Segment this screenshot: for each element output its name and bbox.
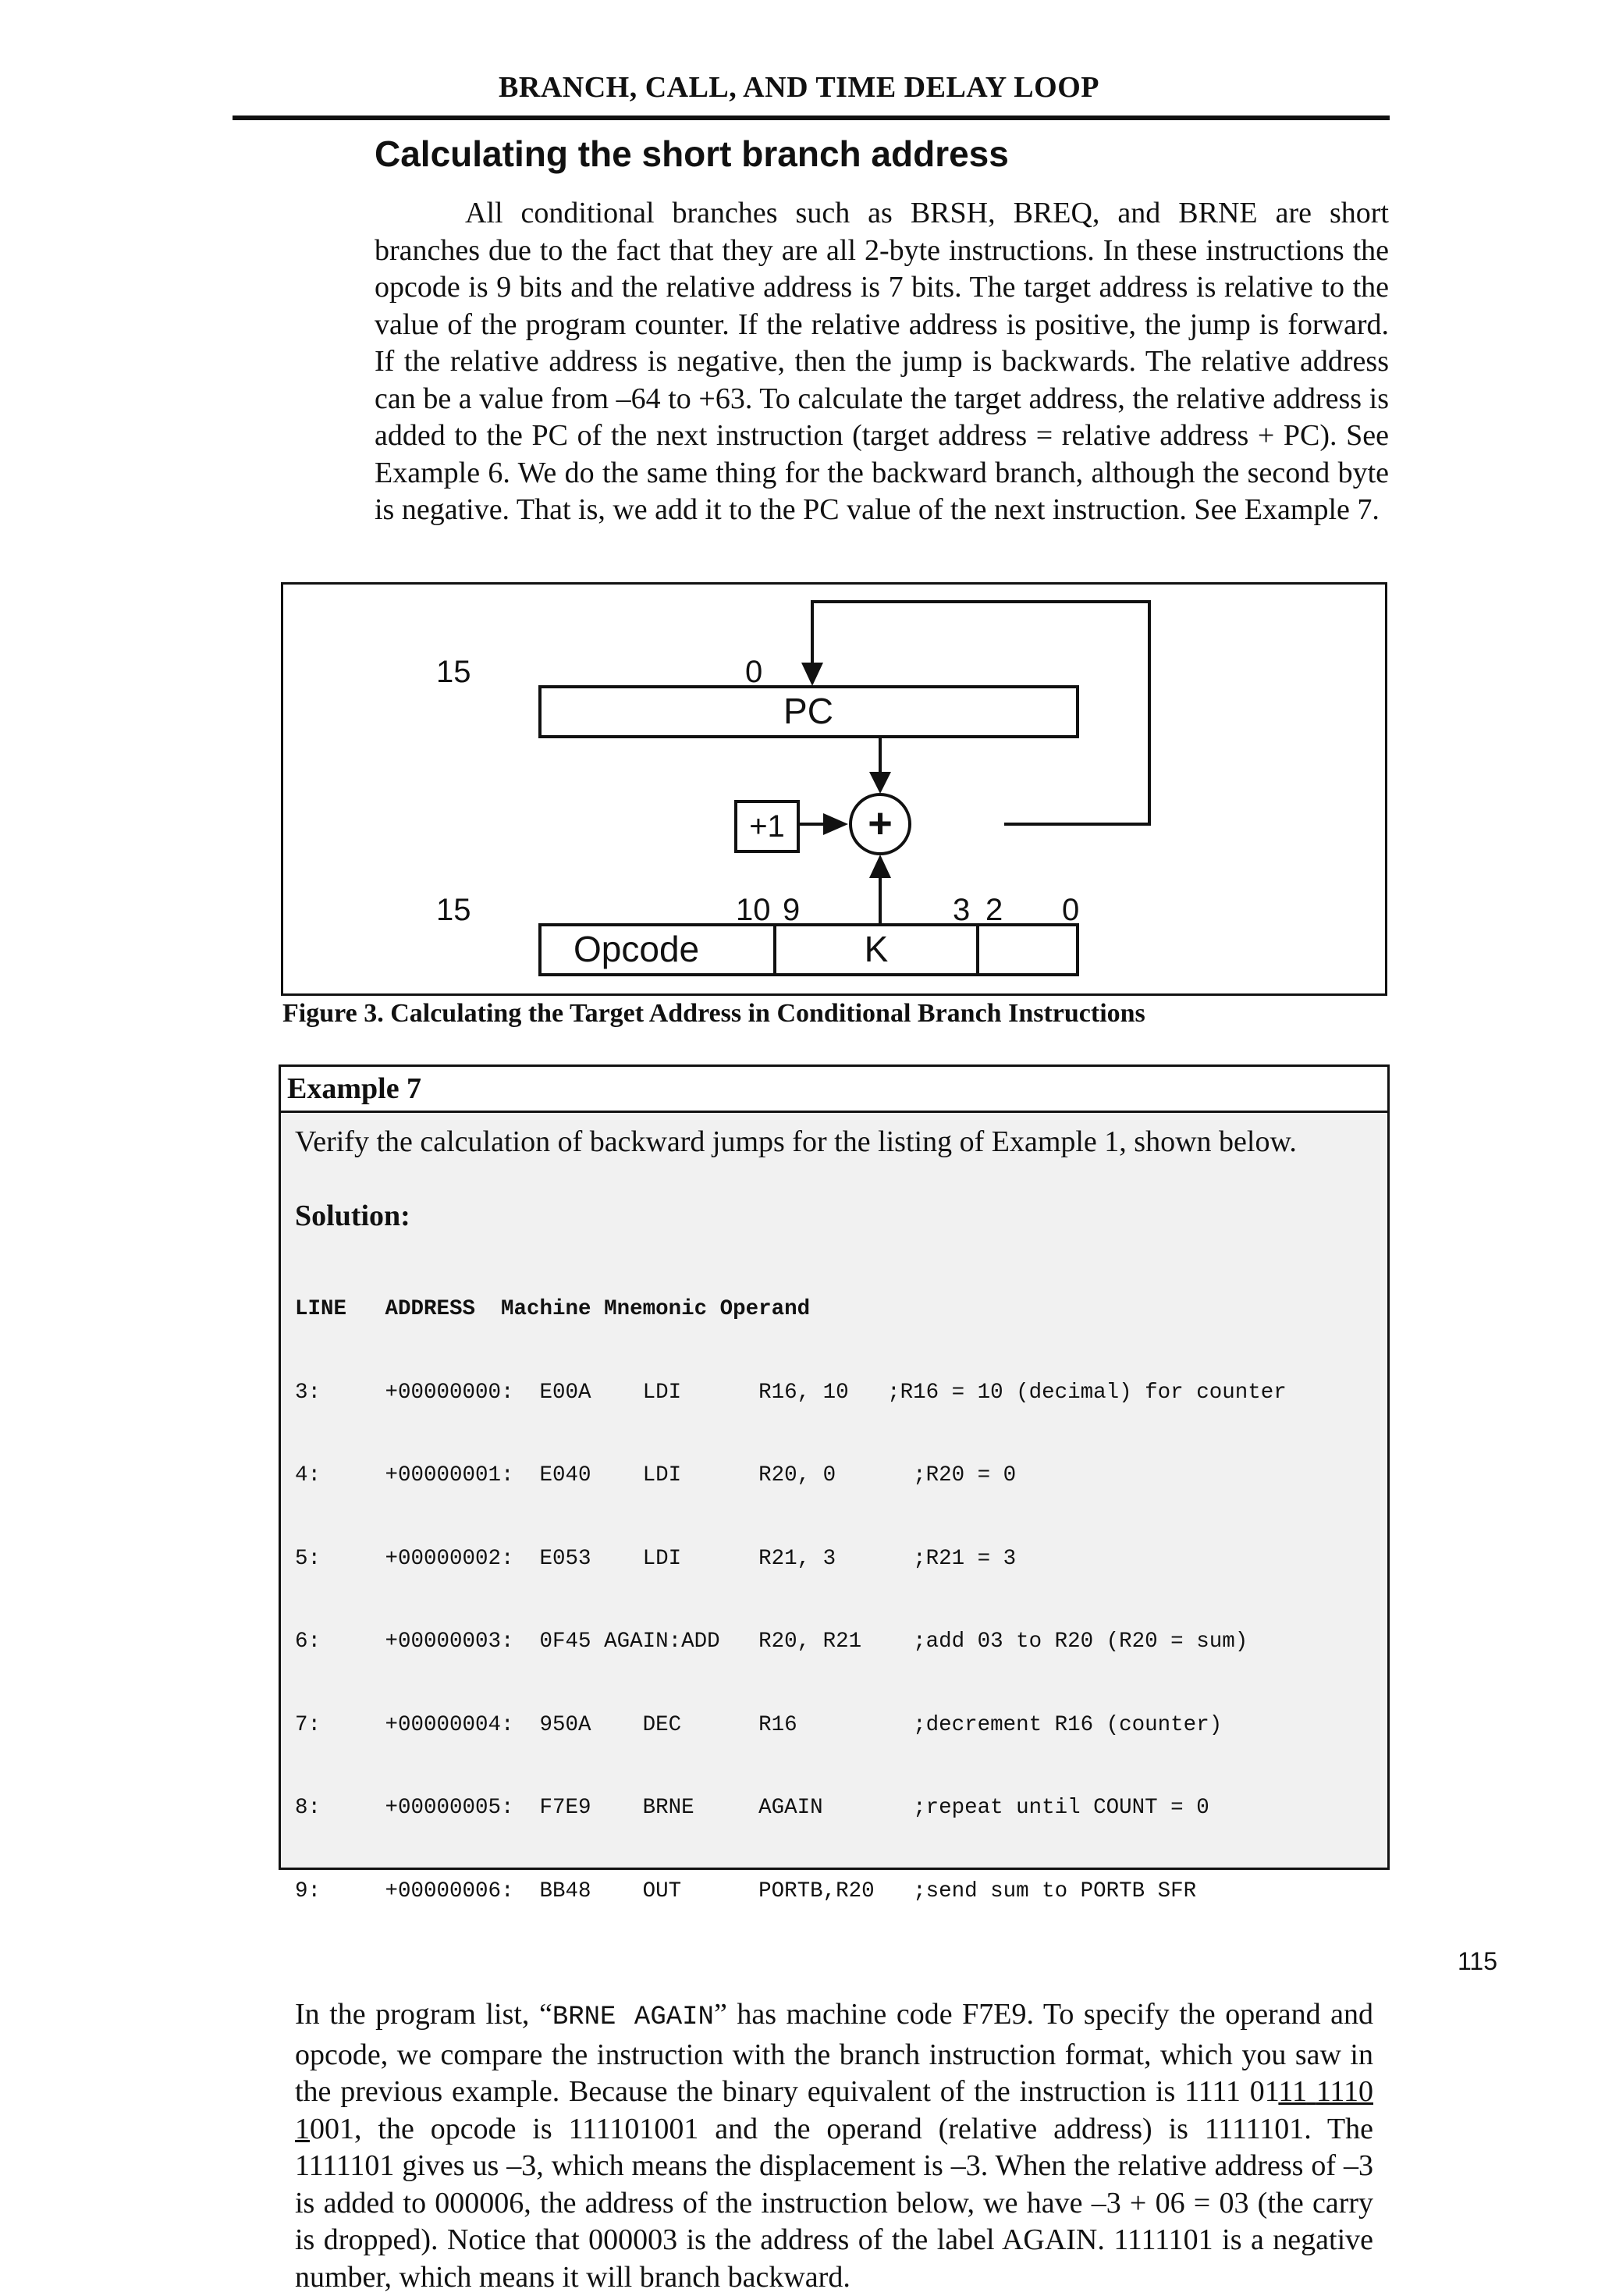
inline-code: BRNE AGAIN xyxy=(552,2003,714,2032)
pc-bit-high-label: 15 xyxy=(436,655,471,689)
example-question: Verify the calculation of backward jumps for the listing of Example 1, shown below. xyxy=(295,1125,1297,1158)
opcode-label: Opcode xyxy=(574,929,700,969)
code-header: LINE ADDRESS Machine Mnemonic Operand xyxy=(295,1297,811,1321)
code-line: 3: +00000000: E00A LDI R16, 10 ;R16 = 10 (decimal) for counter xyxy=(295,1380,1287,1405)
underlined-bits: 1 xyxy=(295,2112,310,2145)
k-label: K xyxy=(864,929,889,969)
code-line: 7: +00000004: 950A DEC R16 ;decrement R16 (counter) xyxy=(295,1712,1223,1737)
example-box xyxy=(279,1064,1390,2294)
underlined-space xyxy=(1307,2075,1316,2108)
solution-label: Solution: xyxy=(295,1200,410,1232)
code-line: 6: +00000003: 0F45 AGAIN:ADD R20, R21 ;add 03 to R20 (R20 = sum) xyxy=(295,1630,1248,1654)
explanation-text: 001, the opcode is 111101001 and the operand (relative address) is 1111101. The 1111101 gives us –3, which means the displacement is –3. When the relative address of –3 is added to 000006, the address of the instruction below, we have –3 + 06 = 03 (the carry is dropped). Notice that 000003 is the address of the label AGAIN. 1111101 is a negative number, which means it will branch backward. xyxy=(295,2112,1373,2294)
branch-address-diagram xyxy=(283,585,1385,993)
underlined-bits: 11 xyxy=(1278,2075,1307,2108)
feedback-path xyxy=(812,602,1149,824)
explanation-text: In the program list, “ xyxy=(295,1998,552,2031)
instr-bit-0-label: 0 xyxy=(1062,893,1080,927)
instr-bit-2-label: 2 xyxy=(985,893,1003,927)
instr-bit-3-label: 3 xyxy=(953,893,971,927)
underlined-bits: 1110 xyxy=(1316,2075,1374,2108)
pc-to-adder-arrow xyxy=(869,772,891,794)
code-line: 4: +00000001: E040 LDI R20, 0 ;R20 = 0 xyxy=(295,1463,1017,1487)
instr-bit-9-label: 9 xyxy=(783,893,801,927)
k-to-adder-arrow xyxy=(869,855,891,878)
page-number: 115 xyxy=(1458,1947,1498,1975)
figure-box xyxy=(281,582,1387,996)
increment-label: +1 xyxy=(749,809,785,844)
explanation-paragraph xyxy=(295,1996,1373,2296)
header-rule xyxy=(233,116,1390,120)
example-body xyxy=(281,1124,1387,2296)
adder-symbol: + xyxy=(868,800,893,847)
explanation-text: ” has machine code F7E9. To specify the operand and opcode, we compare the instruction with the branch instruction format, which you saw in the previous example. Because the binary equivalent of the instruction is 1111 01 xyxy=(295,1998,1373,2108)
pc-label: PC xyxy=(783,691,833,731)
code-listing xyxy=(295,1240,1373,1960)
intro-paragraph: All conditional branches such as BRSH, BREQ, and BRNE are short branches due to the fact that they are all 2-byte instructions. In these instructions the opcode is 9 bits and the relative address is 7 bits. The target address is relative to the value of the program counter. If the relative address is positive, the jump is forward. If the relative address is negative, then the jump is backwards. The relative address can be a value from –64 to +63. To calculate the target address, the relative address is added to the PC of the next instruction (target address = relative address + PC). See Example 6. We do the same thing for the backward branch, although the second byte is negative. That is, we add it to the PC value of the next instruction. See Example 7. xyxy=(375,197,1389,526)
pc-bit-low-label: 0 xyxy=(745,655,763,689)
running-header: BRANCH, CALL, AND TIME DELAY LOOP xyxy=(499,71,1099,104)
instr-bit-15-label: 15 xyxy=(436,893,471,927)
figure-caption: Figure 3. Calculating the Target Address in Conditional Branch Instructions xyxy=(282,999,1145,1028)
code-line: 9: +00000006: BB48 OUT PORTB,R20 ;send sum to PORTB SFR xyxy=(295,1878,1197,1903)
example-title: Example 7 xyxy=(281,1067,1387,1113)
code-line: 8: +00000005: F7E9 BRNE AGAIN ;repeat until COUNT = 0 xyxy=(295,1796,1209,1820)
section-title: Calculating the short branch address xyxy=(375,133,1009,174)
instr-bit-10-label: 10 xyxy=(736,893,771,927)
code-line: 5: +00000002: E053 LDI R21, 3 ;R21 = 3 xyxy=(295,1546,1017,1571)
feedback-arrow xyxy=(801,663,823,686)
increment-to-adder-arrow xyxy=(823,813,848,835)
